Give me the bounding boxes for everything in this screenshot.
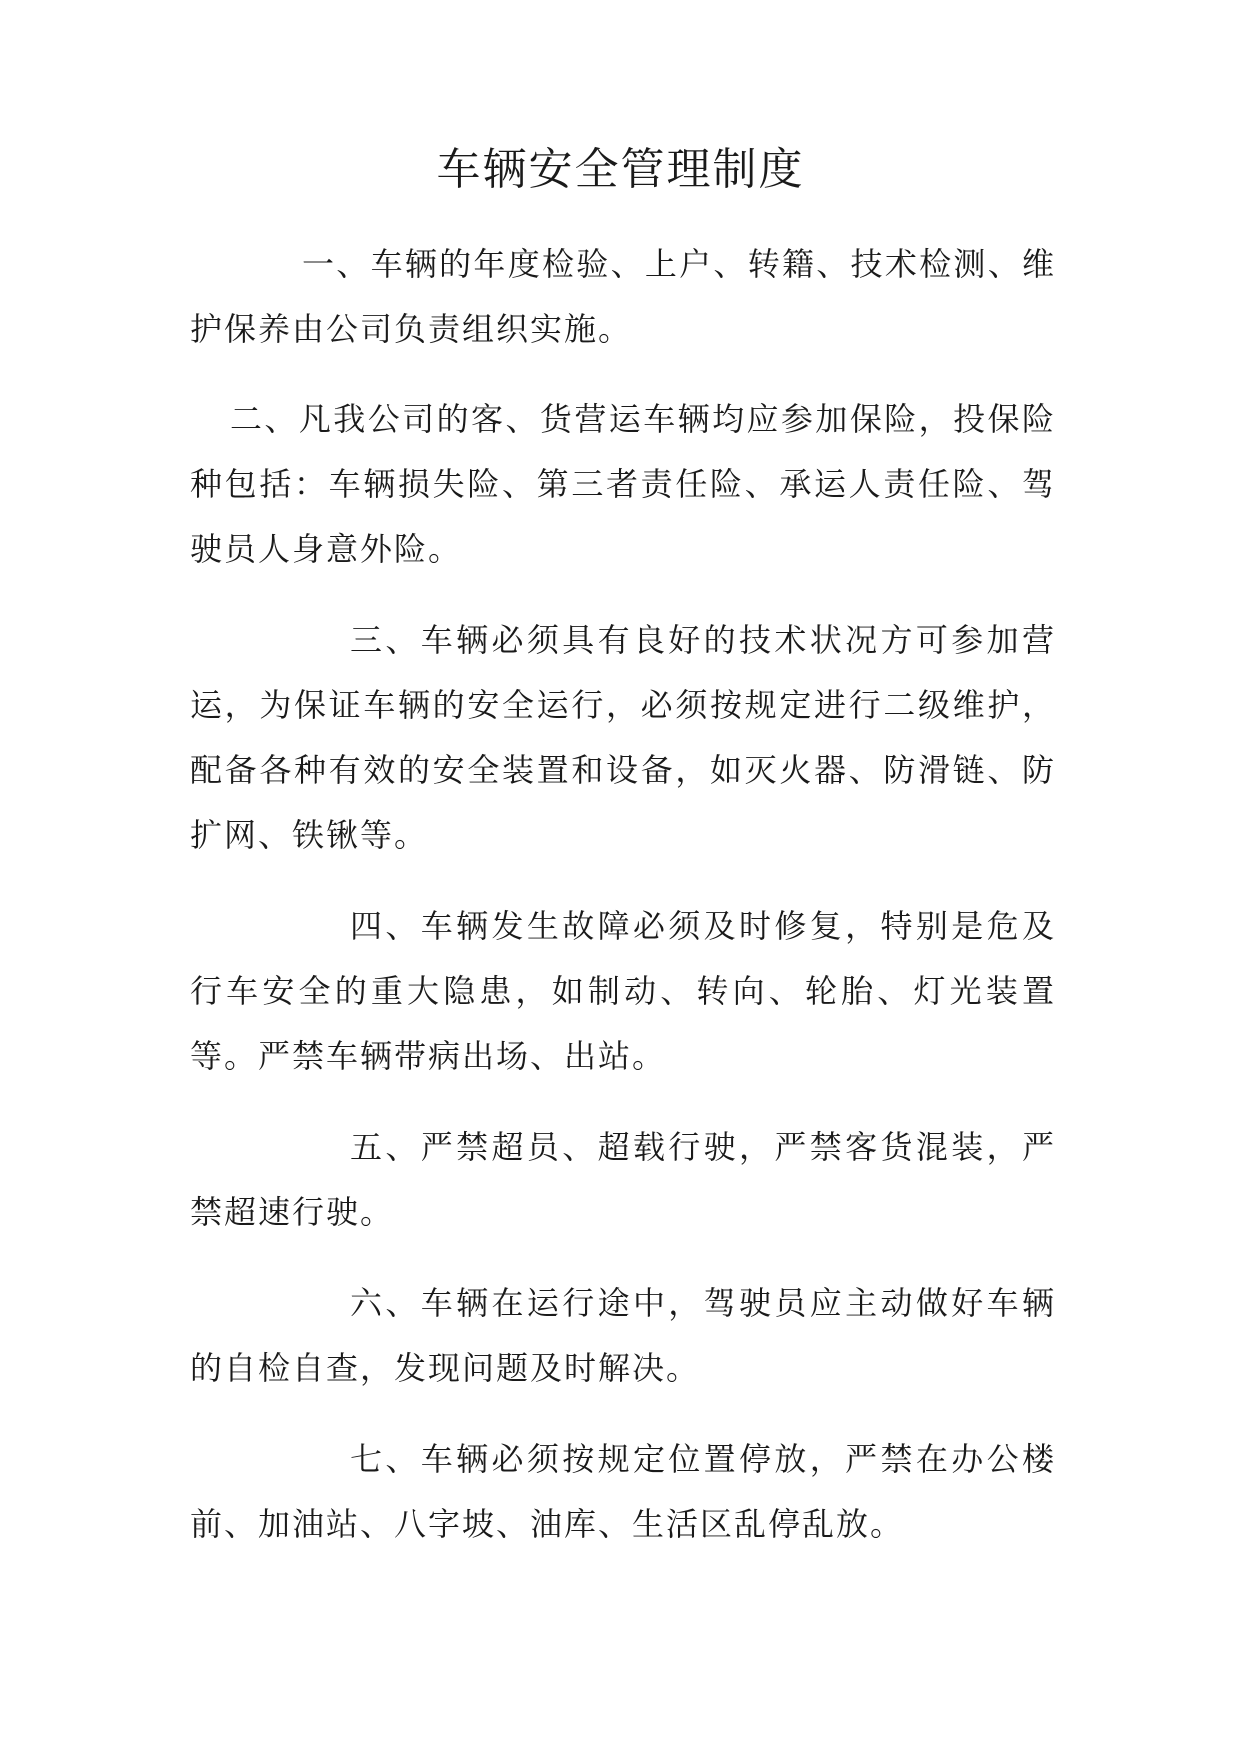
paragraph-6: 六、车辆在运行途中，驾驶员应主动做好车辆的自检自查，发现问题及时解决。 — [190, 1284, 1056, 1387]
paragraph-5: 五、严禁超员、超载行驶，严禁客货混装，严禁超速行驶。 — [190, 1128, 1056, 1231]
paragraph-3: 三、车辆必须具有良好的技术状况方可参加营运，为保证车辆的安全运行，必须按规定进行二级维护，配备各种有效的安全装置和设备，如灭火器、防滑链、防扩网、铁锹等。 — [190, 621, 1056, 854]
document-title: 车辆安全管理制度 — [436, 144, 805, 195]
paragraph-7: 七、车辆必须按规定位置停放，严禁在办公楼前、加油站、八字坡、油库、生活区乱停乱放。 — [190, 1440, 1056, 1543]
paragraph-1: 一、车辆的年度检验、上户、转籍、技术检测、维护保养由公司负责组织实施。 — [190, 245, 1056, 348]
paragraph-4: 四、车辆发生故障必须及时修复，特别是危及行车安全的重大隐患，如制动、转向、轮胎、灯光装置等。严禁车辆带病出场、出站。 — [190, 907, 1056, 1075]
paragraph-2: 二、凡我公司的客、货营运车辆均应参加保险，投保险种包括：车辆损失险、第三者责任险、承运人责任险、驾驶员人身意外险。 — [190, 400, 1056, 568]
